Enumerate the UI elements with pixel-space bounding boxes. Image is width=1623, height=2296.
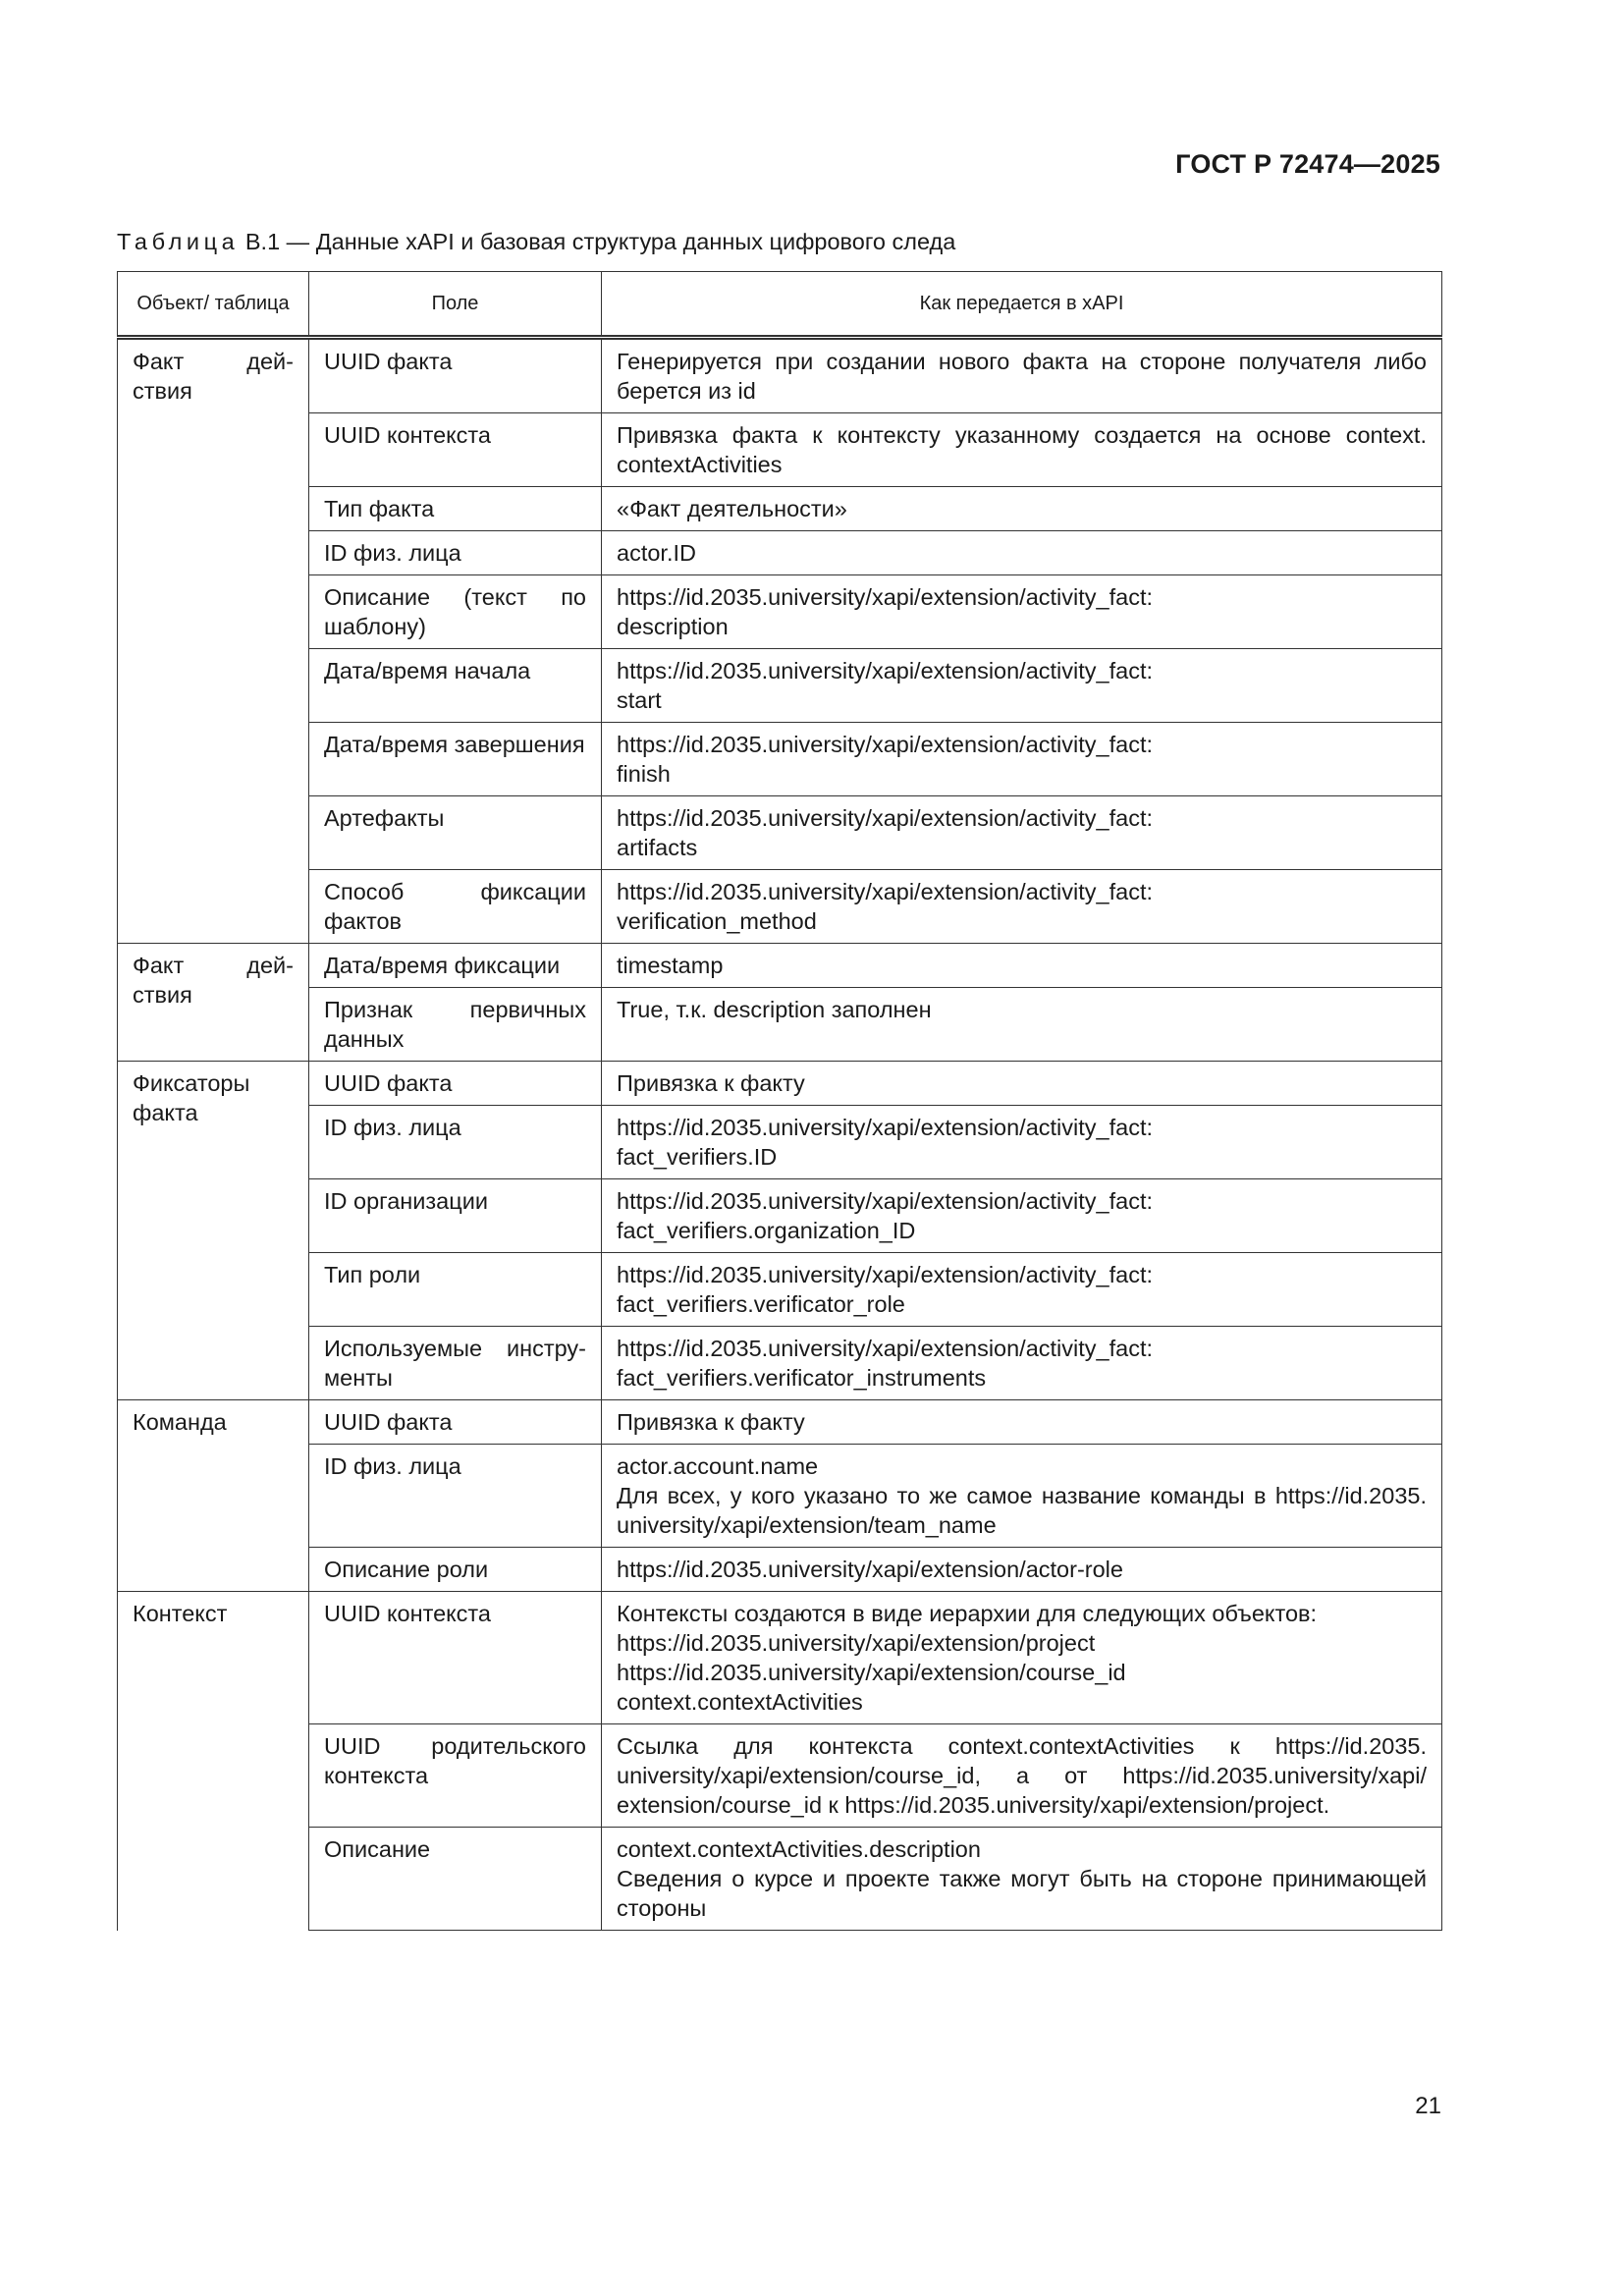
xapi-value-cell [602, 487, 1442, 531]
field-cell: Дата/время завершения [309, 723, 602, 796]
value-line: Сведения о курсе и проекте также могут быть на стороне принимающей стороны [617, 1866, 1427, 1921]
xapi-value-cell [602, 988, 1442, 1062]
table-row [118, 870, 1442, 944]
value-line: «Факт деятельности» [617, 496, 847, 521]
xapi-value-cell [602, 944, 1442, 988]
table-row [118, 988, 1442, 1062]
xapi-value-cell [602, 575, 1442, 649]
value-line: fact_verifiers.verificator_instruments [617, 1365, 987, 1391]
value-line: True, т.к. description заполнен [617, 997, 932, 1022]
value-line: context.contextActivities.description [617, 1836, 981, 1862]
field-cell: Тип факта [309, 487, 602, 531]
value-line: https://id.2035.university/xapi/extension/activity_fact: [617, 1262, 1154, 1287]
value-line: Привязка факта к контексту указанному создается на основе context. contextActivities [617, 422, 1427, 477]
caption-text: В.1 — Данные xAPI и базовая структура данных цифрового следа [239, 229, 956, 254]
xapi-value-cell [602, 531, 1442, 575]
value-line: https://id.2035.university/xapi/extension/actor-role [617, 1557, 1123, 1582]
data-table-wrapper [117, 271, 1441, 1931]
value-line: https://id.2035.university/xapi/extension/activity_fact: [617, 805, 1154, 831]
field-cell: Описание (текст по шаблону) [309, 575, 602, 649]
xapi-value-cell [602, 338, 1442, 413]
table-row [118, 1445, 1442, 1548]
value-line: fact_verifiers.ID [617, 1144, 778, 1170]
xapi-value-cell [602, 870, 1442, 944]
table-row [118, 1400, 1442, 1445]
table-row [118, 338, 1442, 413]
table-row [118, 1062, 1442, 1106]
table-row [118, 1548, 1442, 1592]
table-row [118, 796, 1442, 870]
value-line: artifacts [617, 835, 698, 860]
header-xapi: Как передается в xAPI [602, 272, 1442, 338]
value-line: https://id.2035.university/xapi/extension/course_id [617, 1660, 1126, 1685]
table-row [118, 1828, 1442, 1931]
value-line: Привязка к факту [617, 1409, 805, 1435]
field-cell: UUID факта [309, 1400, 602, 1445]
value-line: https://id.2035.university/xapi/extension/activity_fact: [617, 1188, 1154, 1214]
value-line: https://id.2035.university/xapi/extension/activity_fact: [617, 658, 1154, 683]
field-cell: Описание роли [309, 1548, 602, 1592]
field-cell: UUID родительского контекста [309, 1724, 602, 1828]
value-line: https://id.2035.university/xapi/extension/activity_fact: [617, 1115, 1154, 1140]
table-body [118, 338, 1442, 1931]
xapi-value-cell [602, 1724, 1442, 1828]
value-line: Контексты создаются в виде иерархии для следующих объектов: [617, 1601, 1318, 1626]
page-number: 21 [1415, 2093, 1441, 2119]
table-caption [117, 229, 955, 255]
value-line: verification_method [617, 908, 817, 934]
field-cell: Артефакты [309, 796, 602, 870]
xapi-value-cell [602, 1062, 1442, 1106]
table-row [118, 575, 1442, 649]
xapi-value-cell [602, 649, 1442, 723]
value-line: Ссылка для контекста context.contextActivities к https://id.2035. university/xapi/extension/course_id, а от https://id.2035.university/xapi/ extension/course_id к https://id.2035.university/xapi/extension/project. [617, 1733, 1427, 1818]
document-id: ГОСТ Р 72474—2025 [1175, 149, 1440, 179]
field-cell: Дата/время начала [309, 649, 602, 723]
value-line: https://id.2035.university/xapi/extension/activity_fact: [617, 584, 1154, 610]
value-line: actor.ID [617, 540, 696, 566]
xapi-value-cell [602, 1548, 1442, 1592]
caption-prefix: Таблица [117, 229, 240, 254]
xapi-value-cell [602, 796, 1442, 870]
field-cell: Используемые инстру- менты [309, 1327, 602, 1400]
value-line: actor.account.name [617, 1453, 819, 1479]
object-cell: Команда [118, 1400, 309, 1592]
object-cell: Факт дей- ствия [118, 944, 309, 1062]
table-row [118, 1106, 1442, 1179]
object-cell: Факт дей- ствия [118, 338, 309, 944]
xapi-value-cell [602, 1327, 1442, 1400]
table-row [118, 1724, 1442, 1828]
xapi-value-cell [602, 1179, 1442, 1253]
value-line: https://id.2035.university/xapi/extension/activity_fact: [617, 1336, 1154, 1361]
field-cell: UUID контекста [309, 1592, 602, 1724]
value-line: https://id.2035.university/xapi/extension/project [617, 1630, 1096, 1656]
field-cell: Описание [309, 1828, 602, 1931]
xapi-value-cell [602, 1253, 1442, 1327]
value-line: https://id.2035.university/xapi/extension/activity_fact: [617, 732, 1154, 757]
field-cell: ID организации [309, 1179, 602, 1253]
field-cell: Признак первичных данных [309, 988, 602, 1062]
table-row [118, 723, 1442, 796]
object-cell: Контекст [118, 1592, 309, 1931]
header-field: Поле [309, 272, 602, 338]
value-line: Привязка к факту [617, 1070, 805, 1096]
xapi-value-cell [602, 1400, 1442, 1445]
table-row [118, 531, 1442, 575]
xapi-value-cell [602, 723, 1442, 796]
table-row [118, 1253, 1442, 1327]
value-line: timestamp [617, 953, 724, 978]
table-row [118, 649, 1442, 723]
field-cell: Дата/время фиксации [309, 944, 602, 988]
field-cell: UUID факта [309, 338, 602, 413]
field-cell: UUID факта [309, 1062, 602, 1106]
value-line: finish [617, 761, 671, 787]
table-row [118, 1592, 1442, 1724]
table-row [118, 944, 1442, 988]
table-row [118, 1179, 1442, 1253]
field-cell: Тип роли [309, 1253, 602, 1327]
xapi-value-cell [602, 413, 1442, 487]
table-row [118, 413, 1442, 487]
field-cell: ID физ. лица [309, 1106, 602, 1179]
xapi-value-cell [602, 1445, 1442, 1548]
object-cell: Фиксаторы факта [118, 1062, 309, 1400]
field-cell: ID физ. лица [309, 531, 602, 575]
value-line: Генерируется при создании нового факта на стороне получателя либо берется из id [617, 349, 1427, 404]
xapi-data-table [117, 271, 1442, 1931]
table-row [118, 487, 1442, 531]
value-line: context.contextActivities [617, 1689, 863, 1715]
value-line: Для всех, у кого указано то же самое название команды в https://id.2035. university/xapi/extension/team_name [617, 1483, 1427, 1538]
field-cell: Способ фиксации фактов [309, 870, 602, 944]
field-cell: UUID контекста [309, 413, 602, 487]
table-header [118, 272, 1442, 338]
table-row [118, 1327, 1442, 1400]
xapi-value-cell [602, 1828, 1442, 1931]
field-cell: ID физ. лица [309, 1445, 602, 1548]
header-object: Объект/ таблица [118, 272, 309, 338]
value-line: fact_verifiers.verificator_role [617, 1291, 905, 1317]
xapi-value-cell [602, 1592, 1442, 1724]
xapi-value-cell [602, 1106, 1442, 1179]
header-row [118, 272, 1442, 338]
value-line: description [617, 614, 729, 639]
value-line: https://id.2035.university/xapi/extension/activity_fact: [617, 879, 1154, 904]
value-line: fact_verifiers.organization_ID [617, 1218, 916, 1243]
value-line: start [617, 687, 662, 713]
